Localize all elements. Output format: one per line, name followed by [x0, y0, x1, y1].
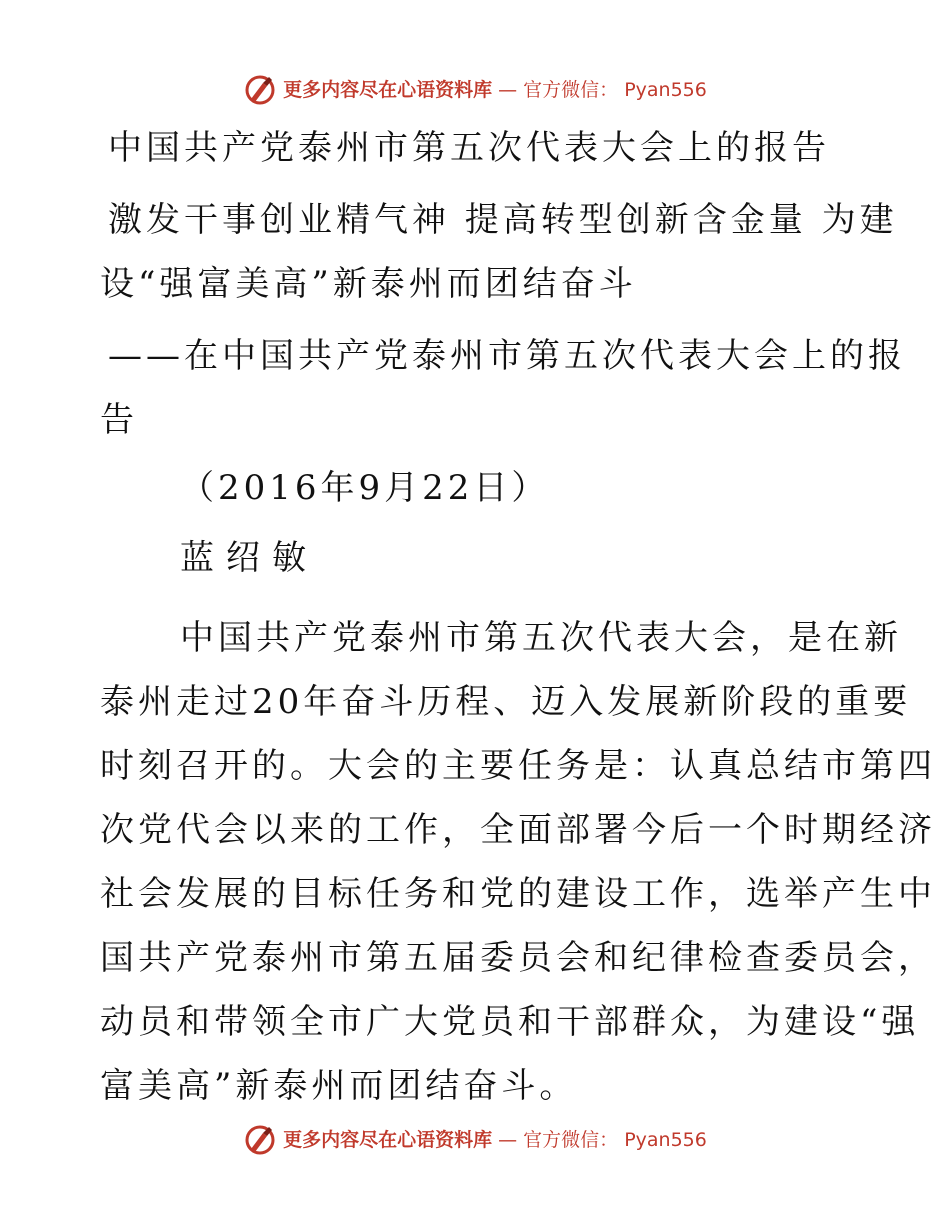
body-paragraph — [100, 606, 936, 1118]
document-subtitle — [100, 188, 898, 316]
paragraph-line: 国共产党泰州市第五届委员会和纪律检查委员会， — [100, 938, 936, 978]
paragraph-line: 动员和带领全市广大党员和干部群众，为建设“强 — [100, 1002, 920, 1042]
document-author — [180, 526, 930, 590]
author-line: 蓝绍敏 — [180, 538, 318, 578]
paragraph-line: 时刻召开的。大会的主要任务是：认真总结市第四 — [100, 746, 936, 786]
document-date — [180, 456, 930, 520]
report-line: 告 — [100, 400, 138, 440]
watermark-wechat-label: 官方微信： — [523, 79, 619, 101]
document-title — [108, 116, 858, 180]
pen-logo-icon — [243, 73, 277, 107]
pen-logo-icon — [243, 1123, 277, 1157]
report-line: ——在中国共产党泰州市第五次代表大会上的报 — [108, 336, 906, 376]
subtitle-line: 激发干事创业精气神 提高转型创新含金量 为建 — [108, 200, 898, 240]
title-line: 中国共产党泰州市第五次代表大会上的报告 — [108, 128, 830, 168]
paragraph-line: 次党代会以来的工作，全面部署今后一个时期经济 — [100, 810, 936, 850]
paragraph-line: 泰州走过20年奋斗历程、迈入发展新阶段的重要 — [100, 682, 912, 722]
watermark-separator: — — [498, 79, 518, 101]
date-line: （2016年9月22日） — [180, 468, 550, 508]
paragraph-line: 富美高”新泰州而团结奋斗。 — [100, 1066, 578, 1106]
subtitle-line: 设“强富美高”新泰州而团结奋斗 — [100, 264, 637, 304]
report-heading — [100, 324, 906, 452]
watermark-separator: — — [498, 1129, 518, 1151]
watermark-text: 更多内容尽在心语资料库 — [283, 1129, 493, 1151]
watermark-banner-bottom — [0, 1120, 950, 1160]
watermark-text: 更多内容尽在心语资料库 — [283, 79, 493, 101]
watermark-wechat-label: 官方微信： — [523, 1129, 619, 1151]
paragraph-line: 中国共产党泰州市第五次代表大会，是在新 — [180, 618, 902, 658]
paragraph-line: 社会发展的目标任务和党的建设工作，选举产生中 — [100, 874, 936, 914]
watermark-banner-top — [0, 70, 950, 110]
watermark-wechat-id: Pyan556 — [624, 1129, 707, 1151]
watermark-wechat-id: Pyan556 — [624, 79, 707, 101]
